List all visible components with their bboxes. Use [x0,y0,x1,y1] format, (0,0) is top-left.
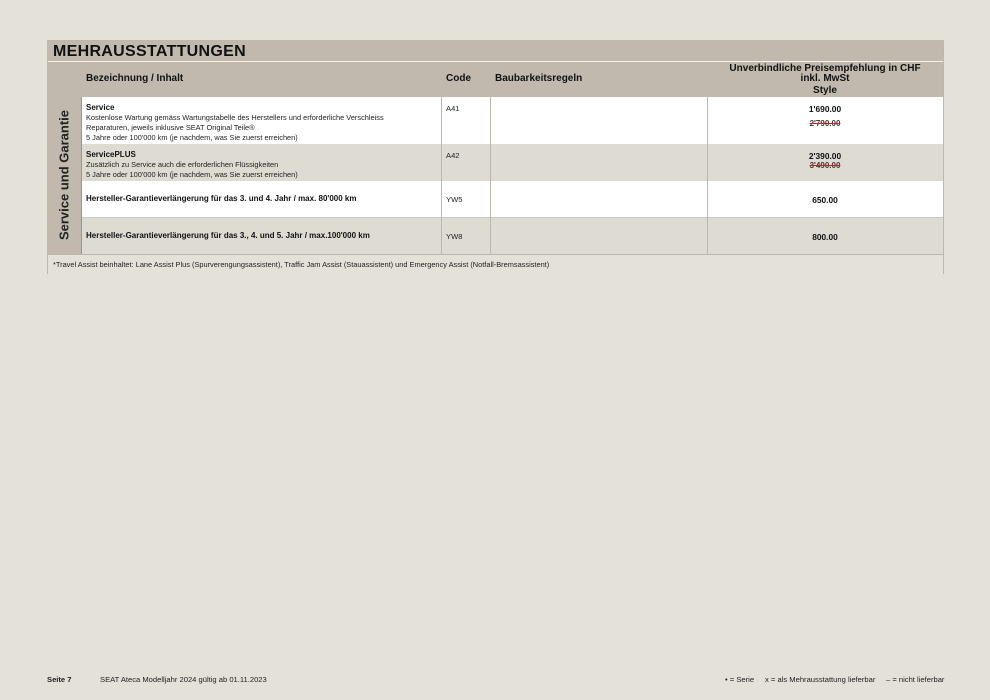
row-code: YW8 [446,232,463,241]
column-divider [707,97,708,254]
table-row [82,218,943,254]
row-title: Service [86,103,115,112]
row-detail-line: 5 Jahre oder 100'000 km (je nachdem, was Sie zuerst erreichen) [86,133,298,142]
price-header-line2: inkl. MwSt [800,73,850,84]
table-row [82,144,943,181]
legend-not-available: – = nicht lieferbar [886,675,945,684]
row-title: Hersteller-Garantieverlängerung für das 3. und 4. Jahr / max. 80'000 km [86,194,357,203]
title-bar [48,41,943,61]
table-row [82,97,943,144]
column-divider [490,97,491,254]
price-header-line1: Unverbindliche Preisempfehlung in CHF [729,63,921,74]
row-price: 1'690.00 [808,104,842,114]
row-price: 650.00 [812,195,838,205]
row-title: ServicePLUS [86,150,136,159]
row-old-price: 3'490.00 [809,161,841,170]
row-price: 800.00 [812,232,838,242]
row-detail-line: Reparaturen, jeweils inklusive SEAT Original Teile® [86,123,255,132]
row-price: 2'390.00 [808,151,842,161]
row-code: YW5 [446,195,463,204]
row-title: Hersteller-Garantieverlängerung für das 3., 4. und 5. Jahr / max.100'000 km [86,231,370,240]
column-header-bezeichnung: Bezeichnung / Inhalt [86,73,184,84]
row-detail-line: Kostenlose Wartung gemäss Wartungstabelle des Herstellers und erforderliche Verschleiss [86,113,384,122]
options-table [47,40,944,274]
category-sidebar [48,97,82,254]
column-header-style: Style [813,85,837,96]
legend-serie: • = Serie [725,675,755,684]
row-detail-line: Zusätzlich zu Service auch die erforderlichen Flüssigkeiten [86,160,279,169]
row-detail-line: 5 Jahre oder 100'000 km (je nachdem, was Sie zuerst erreichen) [86,170,298,179]
row-old-price: 2'790.00 [809,119,841,128]
row-code: A42 [446,151,460,160]
category-label: Service und Garantie [56,109,72,241]
column-header-price [710,64,940,84]
column-header-code: Code [446,73,471,84]
model-info: SEAT Ateca Modelljahr 2024 gültig ab 01.11.2023 [100,675,267,684]
row-description [86,231,370,241]
column-divider [441,97,442,254]
legend-optional: x = als Mehrausstattung lieferbar [765,675,876,684]
page-number: Seite 7 [47,675,72,684]
table-header [48,62,943,97]
column-header-baubarkeit: Baubarkeitsregeln [495,73,583,84]
table-row [82,181,943,217]
row-description [86,150,298,180]
row-description [86,103,384,143]
row-description [86,194,356,204]
row-code: A41 [446,104,460,113]
section-title: MEHRAUSSTATTUNGEN [53,43,246,60]
footnote: *Travel Assist beinhaltet: Lane Assist Plus (Spurverengungsassistent), Traffic Jam Assist (Stauassistent) und Emergency Assist (Notfall-Bremsassistent) [48,254,943,274]
